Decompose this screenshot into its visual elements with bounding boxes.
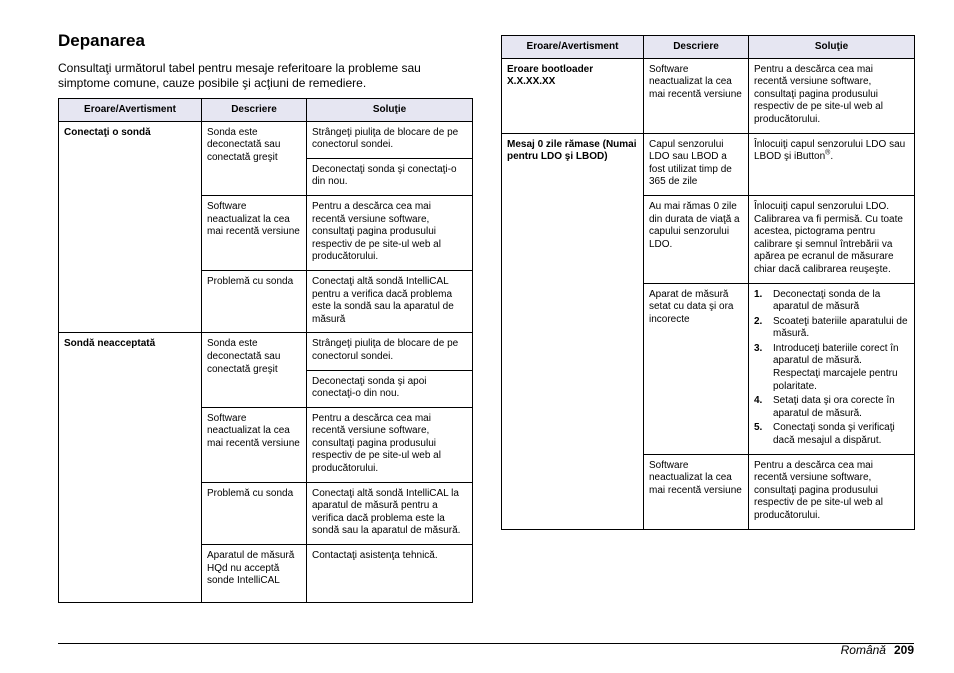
description-cell: Software neactualizat la cea mai recentă versiune [644, 58, 749, 133]
step-text: Introduceţi bateriile corect în aparatul de măsură. Respectaţi marcajele pentru polaritate. [773, 342, 899, 392]
solution-cell: Conectaţi altă sondă IntelliCAL pentru a verifica dacă problema este la sondă sau la aparatul de măsură [307, 270, 473, 332]
header-error: Eroare/Avertisment [502, 36, 644, 59]
steps-list [754, 289, 909, 448]
troubleshooting-table-right [501, 35, 915, 530]
description-cell: Sonda este deconectată sau conectată greşit [202, 333, 307, 407]
error-cell: Eroare bootloader X.X.XX.XX [502, 58, 644, 133]
description-cell: Aparat de măsură setat cu data şi ora incorecte [644, 283, 749, 454]
step-item [754, 316, 909, 341]
table-row [59, 121, 473, 158]
description-cell: Capul senzorului LDO sau LBOD a fost utilizat timp de 365 de zile [644, 133, 749, 195]
step-item [754, 395, 909, 420]
step-number: 2. [754, 315, 763, 327]
solution-cell: Deconectaţi sonda şi conectaţi-o din nou. [307, 158, 473, 195]
description-cell: Sonda este deconectată sau conectată greşit [202, 121, 307, 195]
solution-cell: Pentru a descărca cea mai recentă versiune software, consultaţi pagina produsului respectiv de pe site-ul web al producătorului. [307, 407, 473, 482]
solution-cell: Pentru a descărca cea mai recentă versiune software, consultaţi pagina produsului respectiv de pe site-ul web al producătorului. [749, 58, 915, 133]
description-cell: Aparatul de măsură HQd nu acceptă sonde IntelliCAL [202, 545, 307, 603]
solution-cell: Pentru a descărca cea mai recentă versiune software, consultaţi pagina produsului respectiv de pe site-ul web al producătorului. [307, 195, 473, 270]
page-number: 209 [893, 643, 914, 657]
step-item [754, 289, 909, 314]
intro-paragraph: Consultaţi următorul tabel pentru mesaje referitoare la probleme sau simptome comune, cauze posibile şi acţiuni de remediere. [58, 61, 421, 90]
description-cell: Problemă cu sonda [202, 270, 307, 332]
step-number: 3. [754, 342, 763, 354]
description-cell: Problemă cu sonda [202, 482, 307, 544]
solution-cell: Deconectaţi sonda şi apoi conectaţi-o din nou. [307, 370, 473, 407]
step-item [754, 422, 909, 447]
step-text: Scoateţi bateriile aparatului de măsură. [773, 315, 908, 340]
page-title: Depanarea [58, 31, 145, 50]
error-cell: Conectaţi o sondă [59, 121, 202, 333]
step-text: Setaţi data şi ora corecte în aparatul de măsură. [773, 395, 895, 419]
solution-cell: Înlocuiţi capul senzorului LDO. Calibrarea va fi permisă. Cu toate acestea, pictograma pentru calibrare şi semnul întrebării va apărea pe ecranul de măsurare chiar dacă calibrarea reuşeşte. [749, 195, 915, 283]
step-number: 4. [754, 395, 763, 407]
table-header-row [59, 99, 473, 122]
solution-cell: Contactaţi asistenţa tehnică. [307, 545, 473, 603]
step-number: 1. [754, 288, 763, 300]
solution-cell: Strângeţi piuliţa de blocare de pe conectorul sondei. [307, 121, 473, 158]
error-cell: Mesaj 0 zile rămase (Numai pentru LDO şi LBOD) [502, 133, 644, 529]
solution-text-end: . [830, 151, 834, 163]
step-text: Deconectaţi sonda de la aparatul de măsură [773, 288, 881, 313]
step-text: Conectaţi sonda şi verificaţi dacă mesajul a dispărut. [773, 422, 895, 447]
step-item [754, 343, 909, 393]
header-error: Eroare/Avertisment [59, 99, 202, 122]
description-cell: Au mai rămas 0 zile din durata de viaţă a capului senzorului LDO. [644, 195, 749, 283]
solution-cell: Pentru a descărca cea mai recentă versiune software, consultaţi pagina produsului respectiv de pe site-ul web al producătorului. [749, 454, 915, 529]
solution-cell: Strângeţi piuliţa de blocare de pe conectorul sondei. [307, 333, 473, 370]
description-cell: Software neactualizat la cea mai recentă versiune [644, 454, 749, 529]
header-solution: Soluţie [307, 99, 473, 122]
description-cell: Software neactualizat la cea mai recentă versiune [202, 195, 307, 270]
solution-cell [749, 133, 915, 195]
table-row [502, 58, 915, 133]
step-number: 5. [754, 422, 763, 434]
registered-mark: ® [825, 149, 831, 157]
troubleshooting-table-left [58, 98, 473, 603]
solution-text: Înlocuiţi capul senzorului LDO sau LBOD şi iButton [754, 138, 906, 163]
solution-cell [749, 283, 915, 454]
footer-divider [58, 643, 914, 644]
header-description: Descriere [202, 99, 307, 122]
page-footer [841, 643, 914, 657]
table-row [59, 333, 473, 370]
table-row [502, 133, 915, 195]
header-description: Descriere [644, 36, 749, 59]
header-solution: Soluţie [749, 36, 915, 59]
description-cell: Software neactualizat la cea mai recentă versiune [202, 407, 307, 482]
error-cell: Sondă neacceptată [59, 333, 202, 603]
table-header-row [502, 36, 915, 59]
footer-language: Română [840, 643, 886, 657]
solution-cell: Conectaţi altă sondă IntelliCAL la aparatul de măsură pentru a verifica dacă problema este la sondă sau la aparatul de măsură. [307, 482, 473, 544]
